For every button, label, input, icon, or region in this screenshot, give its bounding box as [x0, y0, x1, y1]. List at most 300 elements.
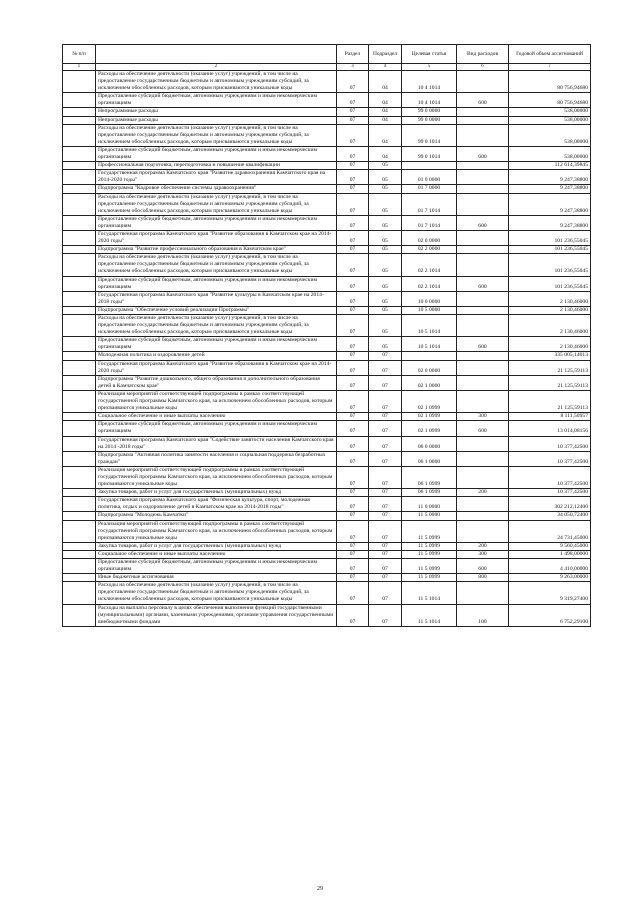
row-expense-type: 100 — [457, 604, 509, 626]
header-subsection: Подраздел — [369, 45, 402, 64]
row-number — [63, 124, 96, 146]
row-expense-type — [457, 360, 509, 375]
row-section: 07 — [337, 108, 369, 116]
table-row — [63, 466, 591, 488]
row-amount: 2 130,46000 — [509, 306, 591, 314]
row-amount: 101 236,55045 — [509, 276, 591, 291]
row-name: Непрограммные расходы — [96, 116, 337, 124]
row-target: 02 2 1014 — [402, 276, 457, 291]
row-target: 10 5 1014 — [402, 337, 457, 352]
row-expense-type: 600 — [457, 421, 509, 436]
row-amount: 538,00000 — [509, 116, 591, 124]
table-row — [63, 421, 591, 436]
row-name: Государственная программа Камчатского края "Развитие культуры в Камчатском крае на 2014-2018 годы" — [96, 291, 337, 306]
row-name: Государственная программа Камчатского края "Физическая культура, спорт, молодежная политика, отдых и оздоровление детей в Камчатском крае на 2014-2018 годы" — [96, 497, 337, 512]
row-expense-type — [457, 375, 509, 390]
row-number — [63, 559, 96, 574]
row-target: 11 5 0999 — [402, 542, 457, 550]
row-subsection: 07 — [369, 574, 402, 582]
row-subsection: 07 — [369, 451, 402, 466]
row-subsection: 05 — [369, 291, 402, 306]
row-expense-type — [457, 230, 509, 245]
row-section: 07 — [337, 71, 369, 93]
table-row — [63, 185, 591, 193]
column-number: 7 — [509, 64, 591, 71]
table-row — [63, 315, 591, 337]
row-subsection: 05 — [369, 276, 402, 291]
row-expense-type — [457, 170, 509, 185]
row-number — [63, 230, 96, 245]
row-section: 07 — [337, 550, 369, 558]
row-amount: 9 319,27400 — [509, 582, 591, 604]
row-number — [63, 489, 96, 497]
row-subsection: 07 — [369, 542, 402, 550]
row-section: 07 — [337, 276, 369, 291]
row-number — [63, 574, 96, 582]
row-subsection: 05 — [369, 337, 402, 352]
row-subsection: 04 — [369, 124, 402, 146]
row-target: 06 1 0999 — [402, 466, 457, 488]
row-number — [63, 497, 96, 512]
row-subsection: 07 — [369, 582, 402, 604]
row-name: Государственная программа Камчатского края "Развитие здравоохранения Камчатского края на 2014-2020 годы" — [96, 170, 337, 185]
header-name — [96, 45, 337, 64]
row-section: 07 — [337, 390, 369, 412]
table-row — [63, 116, 591, 124]
row-number — [63, 215, 96, 230]
row-number — [63, 604, 96, 626]
row-name: Расходы на обеспечение деятельности (оказание услуг) учреждений, в том числе на предоставление государственным бюджетным и автономным учреждениям субсидий, за исключением обособленных расходов, которым присваиваются уникальные коды — [96, 582, 337, 604]
row-target: 06 0 0000 — [402, 436, 457, 451]
row-target: 11 5 0999 — [402, 574, 457, 582]
row-number — [63, 185, 96, 193]
header-section: Раздел — [337, 45, 369, 64]
row-amount: 9 247,38800 — [509, 185, 591, 193]
row-number — [63, 170, 96, 185]
row-name: Закупка товаров, работ и услуг для государственных (муниципальных) нужд — [96, 542, 337, 550]
row-expense-type — [457, 520, 509, 542]
row-subsection: 07 — [369, 512, 402, 520]
table-row — [63, 451, 591, 466]
row-section: 07 — [337, 574, 369, 582]
row-expense-type — [457, 185, 509, 193]
row-number — [63, 276, 96, 291]
row-target: 10 0 0000 — [402, 291, 457, 306]
row-target: 10 5 0000 — [402, 306, 457, 314]
row-subsection: 07 — [369, 436, 402, 451]
row-number — [63, 108, 96, 116]
row-section: 07 — [337, 162, 369, 170]
row-amount: 21 125,59113 — [509, 375, 591, 390]
header-num: № п/п — [63, 45, 96, 64]
row-name: Расходы на обеспечение деятельности (оказание услуг) учреждений, в том числе на предоставление государственным бюджетным и автономным учреждениям субсидий, за исключением обособленных расходов, которым присваиваются уникальные коды — [96, 254, 337, 276]
row-amount: 538,00000 — [509, 146, 591, 161]
row-amount: 101 236,55045 — [509, 246, 591, 254]
table-row — [63, 146, 591, 161]
row-expense-type — [457, 254, 509, 276]
row-section: 07 — [337, 93, 369, 108]
row-amount: 6 752,29100 — [509, 604, 591, 626]
row-amount: 10 377,42500 — [509, 466, 591, 488]
table-row — [63, 550, 591, 558]
row-name: Предоставление субсидий бюджетным, автономным учреждениям и иным некоммерческим организациям — [96, 215, 337, 230]
table-row — [63, 604, 591, 626]
row-amount: 9 263,00000 — [509, 574, 591, 582]
table-row — [63, 559, 591, 574]
row-expense-type — [457, 116, 509, 124]
row-name: Подпрограмма "Молодежь Камчатки" — [96, 512, 337, 520]
column-number: 3 — [337, 64, 369, 71]
row-subsection: 07 — [369, 520, 402, 542]
row-number — [63, 466, 96, 488]
row-target: 11 5 1014 — [402, 582, 457, 604]
row-subsection: 04 — [369, 108, 402, 116]
row-target: 99 0 0000 — [402, 108, 457, 116]
row-name: Расходы на обеспечение деятельности (оказание услуг) учреждений, в том числе на предоставление государственным бюджетным и автономным учреждениям субсидий, за исключением обособленных расходов, которым присваиваются уникальные коды — [96, 315, 337, 337]
row-name: Социальное обеспечение и иные выплаты населению — [96, 550, 337, 558]
row-section: 07 — [337, 170, 369, 185]
row-amount: 4 410,00000 — [509, 559, 591, 574]
row-expense-type — [457, 108, 509, 116]
row-amount: 21 125,59113 — [509, 360, 591, 375]
row-number — [63, 193, 96, 215]
row-number — [63, 93, 96, 108]
row-subsection: 07 — [369, 390, 402, 412]
table-row — [63, 390, 591, 412]
row-section: 07 — [337, 512, 369, 520]
table-header-row — [63, 45, 591, 64]
row-section: 07 — [337, 337, 369, 352]
row-amount: 9 560,45000 — [509, 542, 591, 550]
row-subsection: 07 — [369, 375, 402, 390]
row-expense-type — [457, 306, 509, 314]
row-amount: 101 236,55045 — [509, 230, 591, 245]
row-amount: 538,00000 — [509, 124, 591, 146]
row-subsection: 05 — [369, 306, 402, 314]
row-subsection: 05 — [369, 185, 402, 193]
table-row — [63, 413, 591, 421]
row-name: Расходы на выплаты персоналу в целях обеспечения выполнения функций государственными (муниципальными) органами, казенными учреждениями, органами управления государственными внебюджетными фондами — [96, 604, 337, 626]
row-number — [63, 413, 96, 421]
row-number — [63, 360, 96, 375]
header-expense-type: Вид расходов — [457, 45, 509, 64]
row-amount: 80 756,94680 — [509, 93, 591, 108]
row-expense-type — [457, 390, 509, 412]
row-target: 10 4 1014 — [402, 93, 457, 108]
row-amount: 9 247,38800 — [509, 215, 591, 230]
row-section: 07 — [337, 413, 369, 421]
row-section: 07 — [337, 542, 369, 550]
row-subsection: 04 — [369, 71, 402, 93]
row-target: 99 0 0000 — [402, 116, 457, 124]
row-amount: 538,00000 — [509, 108, 591, 116]
row-name: Подпрограмма "Активная политика занятости населения и социальная поддержка безработных граждан" — [96, 451, 337, 466]
table-row — [63, 124, 591, 146]
row-target: 99 0 1014 — [402, 146, 457, 161]
row-target: 02 1 0999 — [402, 413, 457, 421]
row-expense-type — [457, 497, 509, 512]
row-target: 10 4 1014 — [402, 71, 457, 93]
row-amount: 9 247,38800 — [509, 193, 591, 215]
row-number — [63, 254, 96, 276]
row-target: 11 5 0999 — [402, 520, 457, 542]
row-expense-type: 600 — [457, 559, 509, 574]
row-subsection: 07 — [369, 421, 402, 436]
table-row — [63, 230, 591, 245]
row-amount: 13 014,08156 — [509, 421, 591, 436]
row-section: 07 — [337, 421, 369, 436]
row-name: Реализация мероприятий соответствующей подпрограммы в рамках соответствующей государственной программы Камчатского края, за исключением обособленных расходов, которым присваиваются уникальные коды — [96, 466, 337, 488]
row-name: Предоставление субсидий бюджетным, автономным учреждениям и иным некоммерческим организациям — [96, 337, 337, 352]
table-row — [63, 108, 591, 116]
row-expense-type — [457, 466, 509, 488]
column-number: 4 — [369, 64, 402, 71]
row-number — [63, 520, 96, 542]
row-expense-type: 600 — [457, 93, 509, 108]
row-number — [63, 542, 96, 550]
column-number: 2 — [96, 64, 337, 71]
row-number — [63, 146, 96, 161]
row-amount: 335 005,14013 — [509, 352, 591, 360]
row-name: Молодежная политика и оздоровление детей — [96, 352, 337, 360]
row-name: Подпрограмма "Развитие дошкольного, общего образования и дополнительного образования детей в Камчатском крае" — [96, 375, 337, 390]
row-amount: 2 130,46000 — [509, 337, 591, 352]
row-name: Предоставление субсидий бюджетным, автономным учреждениям и иным некоммерческим организациям — [96, 559, 337, 574]
document-page — [62, 44, 590, 627]
row-amount: 2 130,46000 — [509, 291, 591, 306]
row-section: 07 — [337, 451, 369, 466]
table-row — [63, 162, 591, 170]
table-row — [63, 360, 591, 375]
row-expense-type — [457, 246, 509, 254]
row-expense-type: 600 — [457, 337, 509, 352]
row-expense-type: 600 — [457, 146, 509, 161]
row-number — [63, 436, 96, 451]
row-name: Подпрограмма "Обеспечение условий реализации Программы" — [96, 306, 337, 314]
row-name: Расходы на обеспечение деятельности (оказание услуг) учреждений, в том числе на предоставление государственным бюджетным и автономным учреждениям субсидий, за исключением обособленных расходов, которым присваиваются уникальные коды — [96, 124, 337, 146]
row-subsection: 04 — [369, 93, 402, 108]
row-number — [63, 352, 96, 360]
page-number: 29 — [317, 886, 323, 892]
table-row — [63, 71, 591, 93]
row-section: 07 — [337, 185, 369, 193]
table-row — [63, 337, 591, 352]
row-section: 07 — [337, 582, 369, 604]
row-expense-type — [457, 352, 509, 360]
row-expense-type — [457, 193, 509, 215]
row-subsection: 05 — [369, 162, 402, 170]
row-number — [63, 421, 96, 436]
row-section: 07 — [337, 146, 369, 161]
table-row — [63, 193, 591, 215]
row-subsection: 05 — [369, 193, 402, 215]
row-section: 07 — [337, 559, 369, 574]
row-number — [63, 337, 96, 352]
row-target: 01 0 0000 — [402, 170, 457, 185]
table-row — [63, 582, 591, 604]
row-target: 06 1 0000 — [402, 451, 457, 466]
row-name: Государственная программа Камчатского края "Содействие занятости населения Камчатского края на 2014 -2018 годы" — [96, 436, 337, 451]
row-amount: 34 050,72400 — [509, 512, 591, 520]
row-expense-type: 300 — [457, 550, 509, 558]
row-target: 11 5 1014 — [402, 604, 457, 626]
row-amount: 9 247,38800 — [509, 170, 591, 185]
row-subsection: 07 — [369, 497, 402, 512]
row-section: 07 — [337, 291, 369, 306]
row-expense-type — [457, 582, 509, 604]
header-target: Целевая статья — [402, 45, 457, 64]
table-row — [63, 512, 591, 520]
row-subsection: 07 — [369, 466, 402, 488]
row-target: 11 0 0000 — [402, 497, 457, 512]
row-subsection: 05 — [369, 215, 402, 230]
row-subsection: 07 — [369, 559, 402, 574]
row-section: 07 — [337, 489, 369, 497]
row-expense-type: 600 — [457, 215, 509, 230]
row-expense-type — [457, 124, 509, 146]
table-row — [63, 254, 591, 276]
table-row — [63, 489, 591, 497]
row-subsection: 05 — [369, 315, 402, 337]
row-target: 01 7 0000 — [402, 185, 457, 193]
table-row — [63, 276, 591, 291]
row-number — [63, 512, 96, 520]
row-number — [63, 71, 96, 93]
row-expense-type — [457, 162, 509, 170]
row-target: 11 5 0000 — [402, 512, 457, 520]
table-row — [63, 246, 591, 254]
row-number — [63, 451, 96, 466]
row-name: Предоставление субсидий бюджетным, автономным учреждениям и иным некоммерческим организациям — [96, 421, 337, 436]
row-section: 07 — [337, 352, 369, 360]
row-target: 02 1 0999 — [402, 421, 457, 436]
row-section: 07 — [337, 246, 369, 254]
row-number — [63, 246, 96, 254]
row-amount: 302 212,12400 — [509, 497, 591, 512]
table-row — [63, 291, 591, 306]
row-subsection: 04 — [369, 146, 402, 161]
table-row — [63, 215, 591, 230]
row-amount: 112 614,39845 — [509, 162, 591, 170]
row-subsection: 07 — [369, 489, 402, 497]
header-amount: Годовой объем ассигнований — [509, 45, 591, 64]
row-subsection: 07 — [369, 352, 402, 360]
table-row — [63, 306, 591, 314]
row-section: 07 — [337, 360, 369, 375]
row-expense-type: 200 — [457, 542, 509, 550]
row-target: 02 2 1014 — [402, 254, 457, 276]
row-amount: 24 731,45000 — [509, 520, 591, 542]
row-target: 11 5 0999 — [402, 550, 457, 558]
row-expense-type — [457, 71, 509, 93]
row-subsection: 04 — [369, 116, 402, 124]
row-expense-type: 200 — [457, 489, 509, 497]
row-name: Предоставление субсидий бюджетным, автономным учреждениям и иным некоммерческим организациям — [96, 276, 337, 291]
row-number — [63, 162, 96, 170]
row-amount: 8 111,50957 — [509, 413, 591, 421]
row-target — [402, 162, 457, 170]
row-subsection: 05 — [369, 230, 402, 245]
row-number — [63, 550, 96, 558]
row-number — [63, 291, 96, 306]
row-section: 07 — [337, 315, 369, 337]
row-subsection: 07 — [369, 604, 402, 626]
row-amount: 80 756,94680 — [509, 71, 591, 93]
row-number — [63, 390, 96, 412]
row-target: 11 5 0999 — [402, 559, 457, 574]
row-amount: 101 236,55045 — [509, 254, 591, 276]
row-section: 07 — [337, 230, 369, 245]
row-name: Предоставление субсидий бюджетным, автономным учреждениям и иным некоммерческим организациям — [96, 146, 337, 161]
row-section: 07 — [337, 604, 369, 626]
row-subsection: 07 — [369, 360, 402, 375]
row-target: 02 1 0000 — [402, 375, 457, 390]
table-row — [63, 375, 591, 390]
row-number — [63, 582, 96, 604]
row-expense-type: 800 — [457, 574, 509, 582]
row-section: 07 — [337, 436, 369, 451]
row-name: Подпрограмма "Кадровое обеспечение системы здравоохранения" — [96, 185, 337, 193]
row-expense-type — [457, 291, 509, 306]
row-target: 99 0 1014 — [402, 124, 457, 146]
row-name: Государственная программа Камчатского края "Развитие образования в Камчатском крае на 2014-2020 годы" — [96, 360, 337, 375]
row-section: 07 — [337, 215, 369, 230]
table-row — [63, 436, 591, 451]
row-section: 07 — [337, 375, 369, 390]
row-section: 07 — [337, 193, 369, 215]
table-row — [63, 170, 591, 185]
row-name: Иные бюджетные ассигнования — [96, 574, 337, 582]
row-subsection: 07 — [369, 413, 402, 421]
row-name: Социальное обеспечение и иные выплаты населению — [96, 413, 337, 421]
column-number: 5 — [402, 64, 457, 71]
row-section: 07 — [337, 306, 369, 314]
row-amount: 10 377,42500 — [509, 436, 591, 451]
row-target: 02 0 0000 — [402, 230, 457, 245]
row-name: Государственная программа Камчатского края "Развитие образования в Камчатском крае на 2014-2020 годы" — [96, 230, 337, 245]
table-row — [63, 542, 591, 550]
row-name: Подпрограмма "Развитие профессионального образования в Камчатском крае" — [96, 246, 337, 254]
row-target: 02 2 0000 — [402, 246, 457, 254]
table-row — [63, 93, 591, 108]
row-name: Расходы на обеспечение деятельности (оказание услуг) учреждений, в том числе на предоставление государственным бюджетным и автономным учреждениям субсидий, за исключением обособленных расходов, которым присваиваются уникальные коды — [96, 71, 337, 93]
row-target: 01 7 1014 — [402, 215, 457, 230]
row-amount: 1 498,00000 — [509, 550, 591, 558]
row-amount: 21 125,59113 — [509, 390, 591, 412]
row-subsection: 05 — [369, 254, 402, 276]
row-name: Расходы на обеспечение деятельности (оказание услуг) учреждений, в том числе на предоставление государственным бюджетным и автономным учреждениям субсидий, за исключением обособленных расходов, которым присваиваются уникальные коды — [96, 193, 337, 215]
row-number — [63, 315, 96, 337]
column-number: 6 — [457, 64, 509, 71]
budget-table — [62, 44, 591, 627]
row-expense-type: 300 — [457, 413, 509, 421]
row-target: 06 1 0999 — [402, 489, 457, 497]
row-subsection: 05 — [369, 246, 402, 254]
row-subsection: 07 — [369, 550, 402, 558]
row-target: 02 1 0999 — [402, 390, 457, 412]
row-section: 07 — [337, 520, 369, 542]
row-section: 07 — [337, 466, 369, 488]
table-row — [63, 352, 591, 360]
row-expense-type — [457, 512, 509, 520]
column-number: 1 — [63, 64, 96, 71]
row-name: Реализация мероприятий соответствующей подпрограммы в рамках соответствующей государственной программы Камчатского края, за исключением обособленных расходов, которым присваиваются уникальные коды — [96, 390, 337, 412]
table-row — [63, 497, 591, 512]
row-expense-type: 600 — [457, 276, 509, 291]
row-name: Реализация мероприятий соответствующей подпрограммы в рамках соответствующей государственной программы Камчатского края, за исключением обособленных расходов, которым присваиваются уникальные коды — [96, 520, 337, 542]
row-section: 07 — [337, 497, 369, 512]
row-name: Предоставление субсидий бюджетным, автономным учреждениям и иным некоммерческим организациям — [96, 93, 337, 108]
